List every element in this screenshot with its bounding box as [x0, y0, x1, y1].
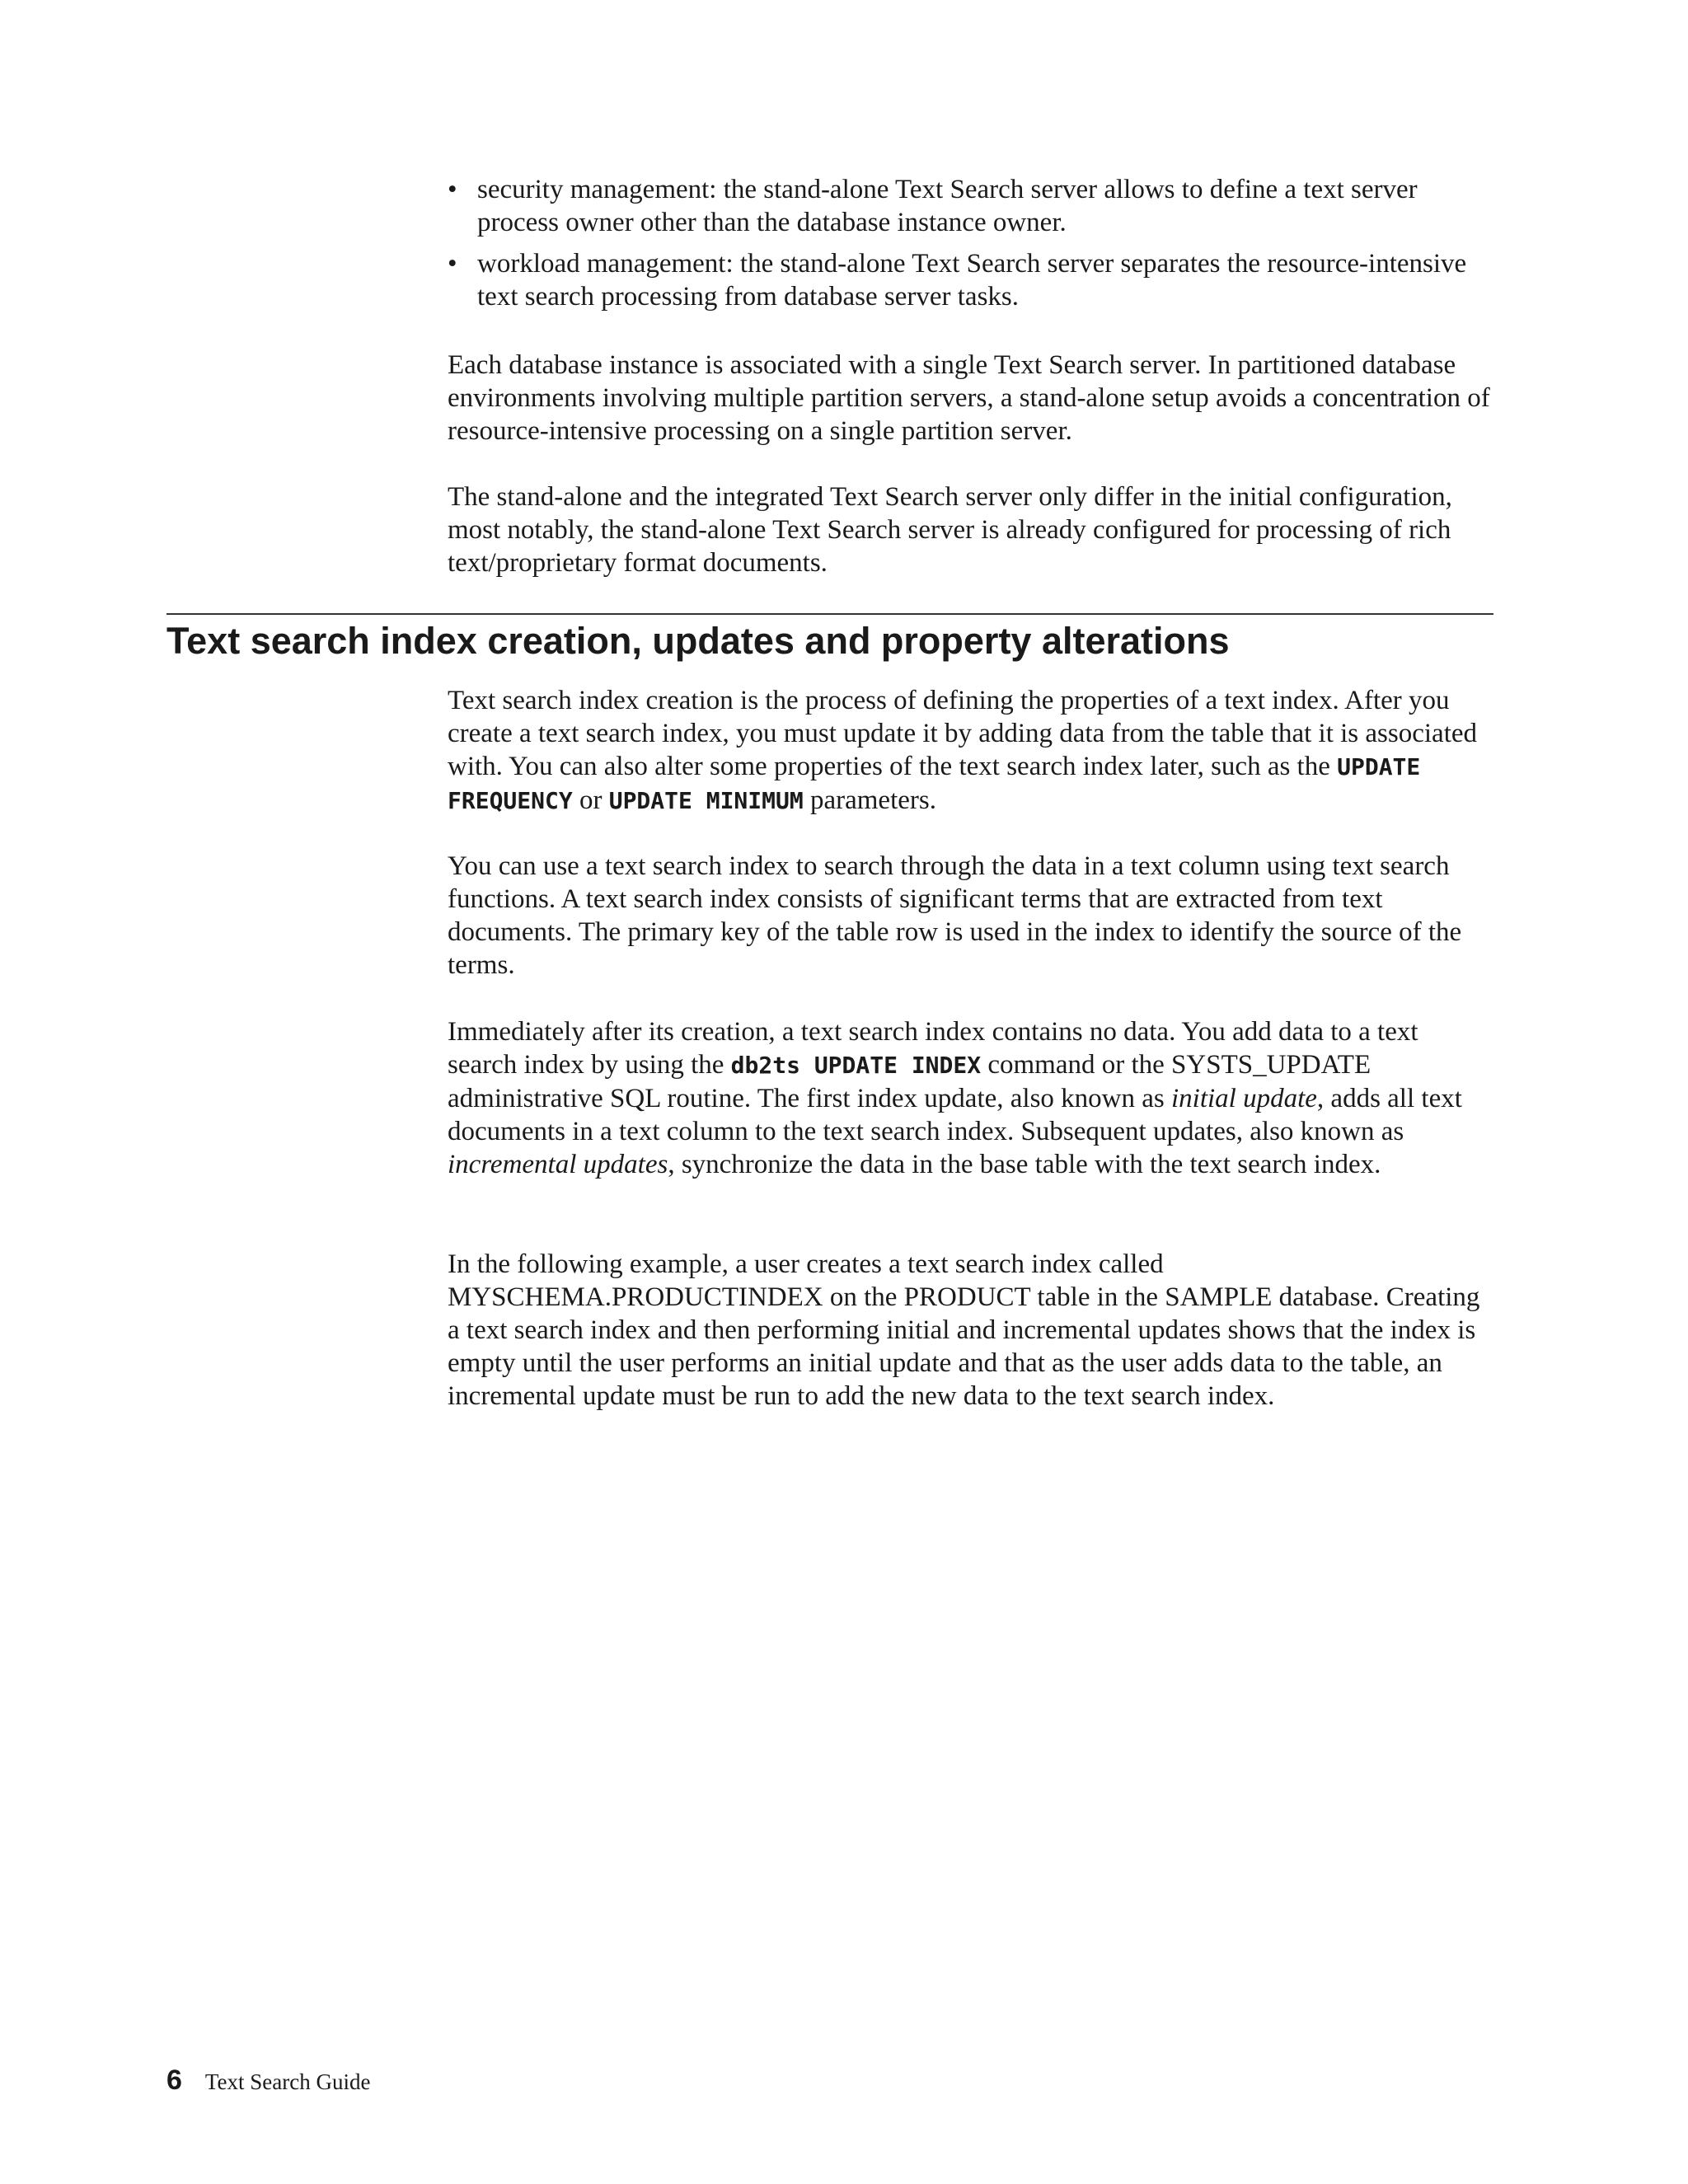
- bullet-text: workload management: the stand-alone Text Search server separates the resource-intensive text search processing from database server tasks.: [477, 249, 1467, 312]
- bullet-text: security management: the stand-alone Text Search server allows to define a text server process owner other than the database instance owner.: [477, 175, 1418, 237]
- paragraph-instance: Each database instance is associated with a single Text Search server. In partitioned database environments involving multiple partition servers, a stand-alone setup avoids a concentration of resource-intensive processing on a single partition server.: [448, 350, 1490, 446]
- section-divider: [166, 613, 1493, 615]
- paragraph-updates: [448, 1015, 1494, 1181]
- paragraph-intro: [448, 684, 1494, 818]
- intro-text-after: parameters.: [803, 785, 936, 815]
- intro-text-before: Text search index creation is the process of defining the properties of a text index. After you create a text search index, you must update it by adding data from the table that it is associated with. You can also alter some properties of the text search index later, such as the: [448, 686, 1478, 781]
- bullet-marker: •: [448, 175, 457, 204]
- paragraph-differ: The stand-alone and the integrated Text Search server only differ in the initial configuration, most notably, the stand-alone Text Search server is already configured for processing of rich text/proprietary format documents.: [448, 482, 1452, 578]
- intro-text-mid: or: [572, 785, 609, 815]
- bullet-item-security: [448, 173, 1494, 239]
- paragraph-usage: You can use a text search index to search through the data in a text column using text search functions. A text search index consists of significant terms that are extracted from text documents. The primary key of the table row is used in the index to identify the source of the terms.: [448, 851, 1462, 980]
- updates-text-after: , synchronize the data in the base table with the text search index.: [668, 1150, 1381, 1179]
- bullet-list: [448, 173, 1494, 321]
- code-update-minimum: UPDATE MINIMUM: [608, 787, 804, 814]
- section-heading: Text search index creation, updates and property alterations: [166, 620, 1230, 662]
- code-db2ts-update-index: db2ts UPDATE INDEX: [730, 1052, 982, 1079]
- bullet-marker: •: [448, 249, 457, 279]
- page-footer: [166, 2064, 370, 2097]
- term-initial-update: initial update: [1171, 1084, 1317, 1113]
- page-number: 6: [166, 2064, 182, 2096]
- updates-text-mid2: , adds all text documents in a text column to the text search index. Subsequent updates, also known as: [448, 1084, 1462, 1146]
- footer-title: Text Search Guide: [204, 2069, 371, 2094]
- bullet-item-workload: [448, 247, 1494, 313]
- paragraph-example: In the following example, a user creates a text search index called MYSCHEMA.PRODUCTINDEX on the PRODUCT table in the SAMPLE database. Creating a text search index and then performing initial and incremental updates shows that the index is empty until the user performs an initial update and that as the user adds data to the table, an incremental update must be run to add the new data to the text search index.: [448, 1249, 1480, 1411]
- updates-text-before: Immediately after its creation, a text search index contains no data. You add data to a text search index by using the: [448, 1017, 1418, 1080]
- term-incremental-updates: incremental updates: [448, 1150, 668, 1179]
- code-update-frequency: UPDATE FREQUENCY: [448, 753, 1421, 814]
- updates-text-mid1: command or the SYSTS_UPDATE administrative SQL routine. The first index update, also known as: [448, 1050, 1372, 1113]
